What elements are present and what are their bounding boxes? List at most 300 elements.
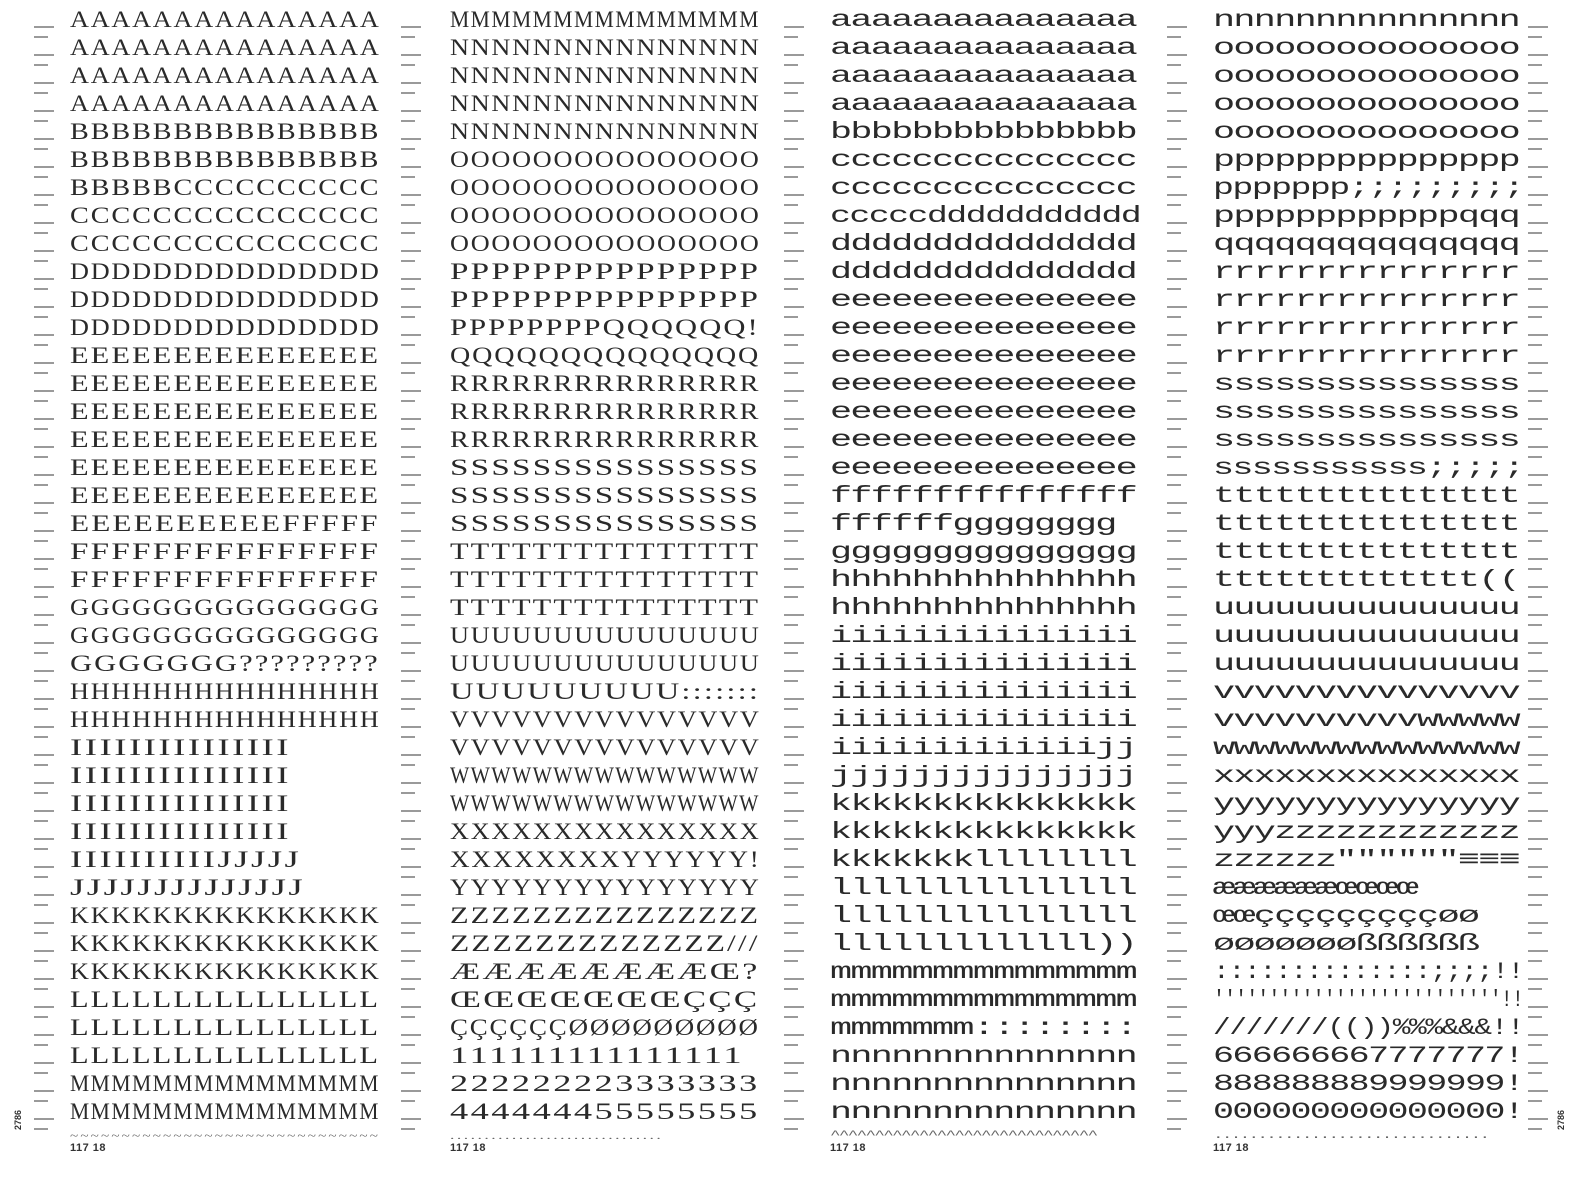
guide-tick <box>34 82 54 84</box>
guide-tick <box>784 1100 798 1102</box>
letter-row: EEEEEEEEEEEEEEE <box>70 399 381 424</box>
letter-row: IIIIIIIIIIIIIII <box>70 763 292 788</box>
guide-tick <box>1528 484 1542 486</box>
guide-tick <box>34 166 54 168</box>
guide-tick <box>34 540 48 542</box>
guide-tick <box>401 642 421 644</box>
letter-row: ÇÇÇÇÇÇØØØØØØØØØ <box>450 1015 760 1040</box>
letter-row: ææææææœœœœ <box>1213 875 1418 901</box>
guide-tick <box>401 540 415 542</box>
letter-row: kkkkkkkkkkkkkkk <box>830 791 1137 817</box>
guide-tick <box>401 26 421 28</box>
guide-tick <box>34 110 54 112</box>
guide-tick <box>1528 362 1548 364</box>
letter-row: aaaaaaaaaaaaaaa <box>830 7 1137 33</box>
guide-tick <box>401 558 421 560</box>
letter-row: VVVVVVVVVVVVVVV <box>450 707 761 732</box>
guide-tick <box>34 148 48 150</box>
guide-tick <box>34 726 54 728</box>
guide-tick <box>1167 428 1181 430</box>
letter-row: nnnnnnnnnnnnnnn <box>830 1099 1137 1125</box>
letter-row: ffffffgggggggg <box>830 511 1116 537</box>
letter-row: QQQQQQQQQQQQQQ <box>450 343 761 368</box>
guide-tick <box>1167 540 1181 542</box>
guide-tick <box>1528 316 1542 318</box>
guide-tick <box>1528 1034 1548 1036</box>
letter-row: mmmmmmmmmmmmmmm <box>830 959 1137 985</box>
guide-tick <box>1528 204 1542 206</box>
guide-tick <box>34 1090 54 1092</box>
letter-row: DDDDDDDDDDDDDDD <box>70 315 381 340</box>
letter-sheet-lowercase-a-n <box>790 0 1185 1177</box>
guide-tick <box>401 222 421 224</box>
guide-tick <box>1167 894 1187 896</box>
letter-row: IIIIIIIIIIJJJJJ <box>70 847 302 872</box>
guide-tick <box>401 680 415 682</box>
guide-tick <box>1167 64 1181 66</box>
guide-tick <box>784 502 804 504</box>
guide-tick <box>34 390 54 392</box>
guide-tick <box>1167 1118 1187 1120</box>
guide-tick <box>401 876 415 878</box>
letter-row: OOOOOOOOOOOOOOO <box>450 175 761 200</box>
guide-tick <box>401 754 421 756</box>
letter-row: RRRRRRRRRRRRRRR <box>450 371 761 396</box>
guide-tick <box>1528 92 1542 94</box>
letter-row: KKKKKKKKKKKKKKK <box>70 903 381 928</box>
guide-tick <box>401 138 421 140</box>
guide-tick <box>34 1128 48 1130</box>
letter-row: PPPPPPPPQQQQQQ! <box>450 315 760 340</box>
guide-tick <box>1167 344 1181 346</box>
guide-tick <box>784 166 804 168</box>
guide-tick <box>1167 456 1181 458</box>
guide-tick <box>401 446 421 448</box>
guide-tick <box>784 92 798 94</box>
letter-row: yyyyyyyyyyyyyyy <box>1213 791 1520 817</box>
guide-tick <box>784 120 798 122</box>
letter-row: OOOOOOOOOOOOOOO <box>450 203 761 228</box>
letter-row: jjjjjjjjjjjjjjj <box>830 763 1137 789</box>
guide-tick <box>1528 614 1548 616</box>
guide-tick <box>401 54 421 56</box>
guide-tick <box>401 390 421 392</box>
letter-row: CCCCCCCCCCCCCCC <box>70 231 381 256</box>
guide-tick <box>1528 456 1542 458</box>
guide-tick <box>34 418 54 420</box>
guide-tick <box>1528 838 1548 840</box>
guide-tick <box>1528 950 1548 952</box>
guide-tick <box>1167 1044 1181 1046</box>
guide-tick <box>34 474 54 476</box>
guide-tick <box>784 736 798 738</box>
guide-tick <box>784 614 804 616</box>
letter-row: ccccccccccccccc <box>830 175 1137 201</box>
letter-row: kkkkkkkllllllll <box>830 847 1137 873</box>
guide-tick <box>34 792 48 794</box>
guide-tick <box>401 194 421 196</box>
guide-tick <box>784 1006 804 1008</box>
letter-row: ttttttttttttttt <box>1213 483 1520 509</box>
guide-tick <box>34 932 48 934</box>
guide-tick <box>34 204 48 206</box>
guide-tick <box>401 428 415 430</box>
guide-tick <box>401 204 415 206</box>
guide-tick <box>34 698 54 700</box>
guide-tick <box>784 708 798 710</box>
sheet-code: 117 18 <box>70 1142 107 1154</box>
guide-tick <box>1167 1090 1187 1092</box>
guide-tick <box>34 64 48 66</box>
guide-tick <box>1528 960 1542 962</box>
guide-tick <box>1167 960 1181 962</box>
letter-row: ZZZZZZZZZZZZZ/// <box>450 931 760 956</box>
guide-tick <box>784 950 804 952</box>
guide-tick <box>1528 670 1548 672</box>
letter-row: TTTTTTTTTTTTTTT <box>450 595 761 620</box>
guide-tick <box>1528 148 1542 150</box>
letter-row: 666666667777777! <box>1213 1043 1524 1069</box>
guide-tick <box>1528 652 1542 654</box>
letter-row: EEEEEEEEEEEEEEE <box>70 455 381 480</box>
letter-row: KKKKKKKKKKKKKKK <box>70 931 381 956</box>
guide-tick <box>1167 754 1187 756</box>
guide-tick <box>1528 792 1542 794</box>
guide-tick <box>401 148 415 150</box>
guide-tick <box>401 950 421 952</box>
guide-tick <box>401 400 415 402</box>
guide-tick <box>1167 736 1181 738</box>
guide-tick <box>401 1100 415 1102</box>
guide-tick <box>1167 26 1187 28</box>
guide-tick <box>1167 708 1181 710</box>
guide-tick <box>784 838 804 840</box>
guide-tick <box>1528 110 1548 112</box>
letter-row: GGGGGGGGGGGGGGG <box>70 623 381 648</box>
guide-tick <box>401 232 415 234</box>
guide-tick <box>1528 344 1542 346</box>
letter-row: 444444455555555 <box>450 1099 760 1124</box>
guide-tick <box>784 138 804 140</box>
guide-tick <box>34 138 54 140</box>
guide-tick <box>784 680 798 682</box>
letter-row: ggggggggggggggg <box>830 539 1137 565</box>
guide-tick <box>1528 1118 1548 1120</box>
guide-tick <box>1167 838 1187 840</box>
guide-tick <box>1167 334 1187 336</box>
letter-row: VVVVVVVVVVVVVVV <box>450 735 761 760</box>
guide-tick <box>1528 530 1548 532</box>
guide-tick <box>34 344 48 346</box>
letter-row: EEEEEEEEEEEEEEE <box>70 483 381 508</box>
guide-tick <box>1528 194 1548 196</box>
guide-tick <box>784 586 804 588</box>
guide-tick <box>1167 372 1181 374</box>
letter-row: uuuuuuuuuuuuuuu <box>1213 595 1520 621</box>
letter-row: ............................... <box>450 1130 664 1142</box>
guide-tick <box>1167 904 1181 906</box>
guide-tick <box>1167 978 1187 980</box>
guide-tick <box>784 204 798 206</box>
letter-row: GGGGGGGGGGGGGGG <box>70 595 381 620</box>
letter-row: BBBBBBBBBBBBBBB <box>70 119 381 144</box>
guide-tick <box>784 904 798 906</box>
guide-tick <box>784 222 804 224</box>
letter-row: aaaaaaaaaaaaaaa <box>830 63 1137 89</box>
guide-tick <box>401 372 415 374</box>
guide-tick <box>784 306 804 308</box>
letter-row: ............................... <box>1213 1130 1489 1142</box>
guide-tick <box>784 726 804 728</box>
guide-tick <box>784 540 798 542</box>
guide-tick <box>1167 502 1187 504</box>
guide-tick <box>34 708 48 710</box>
guide-tick <box>1167 222 1187 224</box>
guide-tick <box>34 232 48 234</box>
guide-tick <box>34 316 48 318</box>
letter-row: aaaaaaaaaaaaaaa <box>830 35 1137 61</box>
letter-row: UUUUUUUUUUUUUUU <box>450 651 761 676</box>
letter-row: SSSSSSSSSSSSSSS <box>450 511 761 536</box>
guide-tick <box>1167 148 1181 150</box>
letter-row: hhhhhhhhhhhhhhh <box>830 595 1137 621</box>
guide-tick <box>1528 782 1548 784</box>
guide-tick <box>1528 680 1542 682</box>
guide-tick <box>784 820 798 822</box>
guide-tick <box>34 680 48 682</box>
guide-tick <box>401 362 421 364</box>
guide-tick <box>1528 848 1542 850</box>
letter-row: PPPPPPPPPPPPPPP <box>450 259 761 284</box>
guide-tick <box>1528 222 1548 224</box>
guide-tick <box>784 148 798 150</box>
letter-row: ooooooooooooooo <box>1213 91 1520 117</box>
guide-tick <box>401 838 421 840</box>
guide-tick <box>1528 260 1542 262</box>
guide-tick <box>34 306 54 308</box>
letter-row: AAAAAAAAAAAAAAA <box>70 35 381 60</box>
guide-tick <box>401 932 415 934</box>
guide-tick <box>34 428 48 430</box>
letter-row: ///////(())%%%&&&!! <box>1213 1015 1524 1041</box>
guide-tick <box>401 306 421 308</box>
guide-tick <box>1528 708 1542 710</box>
guide-tick <box>784 1062 804 1064</box>
guide-tick <box>1167 848 1181 850</box>
guide-tick <box>401 596 415 598</box>
guide-tick <box>784 810 804 812</box>
letter-row: xxxxxxxxxxxxxxx <box>1213 763 1520 789</box>
letter-row: ooooooooooooooo <box>1213 35 1520 61</box>
guide-tick <box>1528 166 1548 168</box>
letter-row: sssssssssssssss <box>1213 399 1520 425</box>
guide-tick <box>1167 876 1181 878</box>
guide-tick <box>1528 876 1542 878</box>
guide-tick <box>1528 446 1548 448</box>
guide-tick <box>1528 232 1542 234</box>
letter-row: ddddddddddddddd <box>830 259 1137 285</box>
guide-tick <box>34 866 54 868</box>
guide-tick <box>401 708 415 710</box>
guide-tick <box>1167 558 1187 560</box>
guide-tick <box>1167 698 1187 700</box>
guide-tick <box>401 568 415 570</box>
guide-tick <box>1528 810 1548 812</box>
guide-tick <box>784 334 804 336</box>
guide-tick <box>34 848 48 850</box>
guide-tick <box>1528 502 1548 504</box>
guide-tick <box>1167 260 1181 262</box>
guide-tick <box>34 530 54 532</box>
guide-tick <box>401 250 421 252</box>
guide-tick <box>34 876 48 878</box>
guide-tick <box>1167 670 1187 672</box>
guide-tick <box>34 1072 48 1074</box>
guide-tick <box>1528 428 1542 430</box>
guide-tick <box>784 288 798 290</box>
guide-tick <box>34 652 48 654</box>
guide-tick <box>34 362 54 364</box>
guide-tick <box>1528 866 1548 868</box>
letter-row: øøøøøøøßßßßßß <box>1213 931 1479 957</box>
letter-row: lllllllllllllll <box>830 903 1137 929</box>
letter-row: sssssssssss;;;;; <box>1213 455 1524 481</box>
guide-tick <box>401 288 415 290</box>
guide-tick <box>784 876 798 878</box>
guide-tick <box>1528 250 1548 252</box>
letter-row: eeeeeeeeeeeeeee <box>830 427 1137 453</box>
sheet-code: 117 18 <box>450 1142 487 1154</box>
letter-row: LLLLLLLLLLLLLLL <box>70 1015 381 1040</box>
guide-tick <box>34 624 48 626</box>
letter-row: MMMMMMMMMMMMMMM <box>70 1071 380 1096</box>
guide-tick <box>1167 530 1187 532</box>
guide-tick <box>784 782 804 784</box>
letter-row: uuuuuuuuuuuuuuu <box>1213 623 1520 649</box>
letter-row: XXXXXXXXYYYYYY! <box>450 847 761 872</box>
letter-row: vvvvvvvvvvwwwww <box>1213 707 1520 733</box>
letter-row: nnnnnnnnnnnnnnn <box>1213 7 1520 33</box>
letter-row: lllllllllllll)) <box>830 931 1137 957</box>
guide-tick <box>784 1044 798 1046</box>
guide-tick <box>401 736 415 738</box>
guide-tick <box>401 792 415 794</box>
guide-tick <box>1167 624 1181 626</box>
letter-row: KKKKKKKKKKKKKKK <box>70 959 381 984</box>
letter-row: ''''''''''''''''''''''''''!! <box>1213 987 1523 1013</box>
guide-tick <box>1167 484 1181 486</box>
guide-tick <box>401 1062 421 1064</box>
sheet-code: 117 18 <box>1213 1142 1250 1154</box>
guide-tick <box>1167 204 1181 206</box>
guide-tick <box>1167 652 1181 654</box>
letter-row: LLLLLLLLLLLLLLL <box>70 1043 381 1068</box>
guide-tick <box>401 502 421 504</box>
guide-tick <box>784 232 798 234</box>
guide-tick <box>784 64 798 66</box>
letter-row: ZZZZZZZZZZZZZZZ <box>450 903 761 928</box>
guide-tick <box>784 36 798 38</box>
letter-row: ttttttttttttt(( <box>1213 567 1520 593</box>
guide-tick <box>1528 306 1548 308</box>
guide-tick <box>1167 82 1187 84</box>
guide-tick <box>784 418 804 420</box>
guide-tick <box>1528 558 1548 560</box>
guide-tick <box>401 484 415 486</box>
letter-row: rrrrrrrrrrrrrrr <box>1213 287 1520 313</box>
guide-tick <box>34 670 54 672</box>
guide-tick <box>1167 474 1187 476</box>
guide-tick <box>1167 446 1187 448</box>
guide-tick <box>1528 372 1542 374</box>
guide-tick <box>401 418 421 420</box>
letter-row: kkkkkkkkkkkkkkk <box>830 819 1137 845</box>
guide-tick <box>34 820 48 822</box>
guide-tick <box>34 446 54 448</box>
guide-tick <box>34 764 48 766</box>
guide-tick <box>1528 624 1542 626</box>
guide-tick <box>1167 988 1181 990</box>
guide-tick <box>1528 754 1548 756</box>
guide-tick <box>1167 194 1187 196</box>
letter-row: IIIIIIIIIIIIIII <box>70 819 292 844</box>
guide-tick <box>401 64 415 66</box>
letter-row: NNNNNNNNNNNNNNN <box>450 63 761 88</box>
guide-tick <box>1167 792 1181 794</box>
guide-tick <box>34 950 54 952</box>
guide-tick <box>1528 1044 1542 1046</box>
guide-tick <box>1167 1100 1181 1102</box>
letter-row: JJJJJJJJJJJJJJ <box>70 875 306 900</box>
guide-tick <box>784 978 804 980</box>
guide-tick <box>784 250 804 252</box>
letter-row: NNNNNNNNNNNNNNN <box>450 119 761 144</box>
letter-row: ÆÆÆÆÆÆÆÆŒ? <box>450 959 760 984</box>
guide-tick <box>784 260 798 262</box>
side-number-right: 2786 <box>1556 1109 1567 1131</box>
letter-row: ^^^^^^^^^^^^^^^^^^^^^^^^^^^^^^ <box>830 1130 1097 1142</box>
guide-tick <box>34 512 48 514</box>
guide-tick <box>401 1090 421 1092</box>
guide-tick <box>1528 904 1542 906</box>
guide-tick <box>1167 922 1187 924</box>
guide-tick <box>34 1006 54 1008</box>
guide-tick <box>1528 894 1548 896</box>
letter-row: SSSSSSSSSSSSSSS <box>450 483 761 508</box>
guide-tick <box>784 866 804 868</box>
guide-tick <box>1167 316 1181 318</box>
letter-row: AAAAAAAAAAAAAAA <box>70 63 381 88</box>
guide-tick <box>401 894 421 896</box>
guide-tick <box>1167 54 1187 56</box>
letter-row: hhhhhhhhhhhhhhh <box>830 567 1137 593</box>
guide-tick <box>34 1062 54 1064</box>
letter-row: ppppppp;;;;;;;;; <box>1213 175 1524 201</box>
guide-tick <box>401 1128 415 1130</box>
letter-sheet-uppercase-m-z <box>395 0 790 1177</box>
guide-tick <box>401 512 415 514</box>
guide-tick <box>784 400 798 402</box>
guide-tick <box>401 334 421 336</box>
guide-tick <box>401 988 415 990</box>
guide-tick <box>784 960 798 962</box>
letter-row: WWWWWWWWWWWWWWW <box>450 791 760 816</box>
letter-row: EEEEEEEEEEEEEEE <box>70 371 381 396</box>
guide-tick <box>1528 390 1548 392</box>
guide-tick <box>784 456 798 458</box>
letter-row: œœçççççççççøø <box>1213 903 1479 929</box>
guide-tick <box>401 176 415 178</box>
